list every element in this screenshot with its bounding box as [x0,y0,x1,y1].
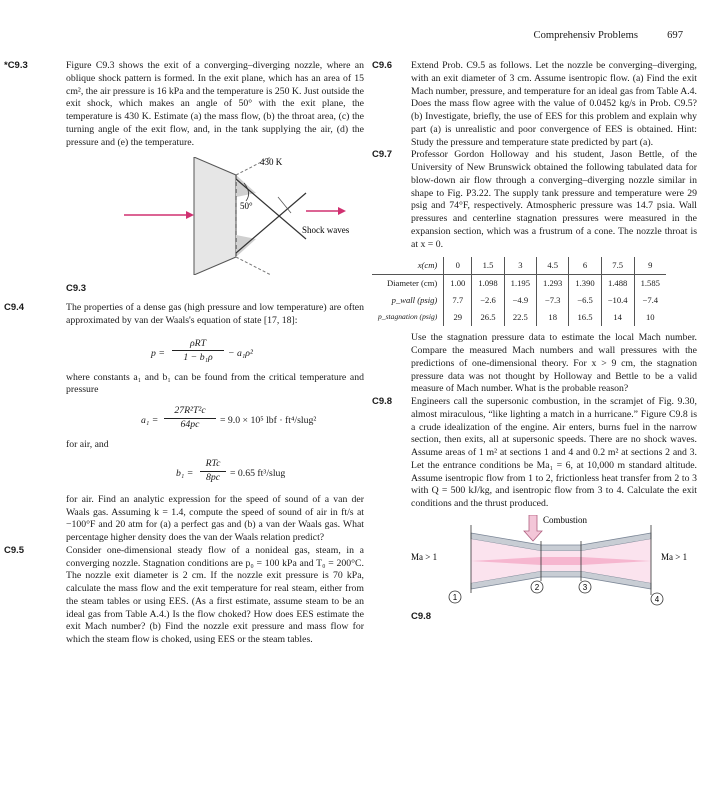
table-cell: −7.4 [634,292,666,309]
combustion-label: Combustion [543,514,588,525]
temperature-label: 430 K [260,157,283,168]
arrowhead-icon [338,207,346,215]
table-row [372,309,666,326]
problem-text: Extend Prob. C9.5 as follows. Let the nozzle be converging–diverging, with an exit diameter of 3 cm. Assume isentropic flow. (a) Find the exit Mach number, pressure, and temperature for an ideal gas from Table A.4. Does the mass flow agree with the value of 0.0452 kg/s in Prob. C9.5? (b) Investigate, briefly, the use of EES for this problem and explain why part (a) is unrealistic and poor convergence of EES is obtained. Hint: Study the pressure and temperature state predicted by part (a). [411,60,697,148]
equation-numerator: RTc [200,458,226,472]
equation-lhs: p = [151,347,165,359]
problem-text: Figure C9.3 shows the exit of a converging–diverging nozzle, where an oblique shock pattern is formed. In the exit plane, which has an area of 15 cm², the air pressure is 16 kPa and the temperature is 250 K. Just outside the exit shock, which makes an angle of 50° with the exit plane, the temperature is 430 K. Estimate (a) the mass flow, (b) the throat area, (c) the turning angle of the exit flow, and, in the tank supplying the air, (d) the pressure and (e) the temperature. [66,60,364,148]
jet-boundary-lower [236,257,271,275]
table-cell: 7.7 [444,292,472,309]
outlet-mach-label: Ma > 1 [661,551,688,562]
problem-text: Engineers call the supersonic combustion, in the scramjet of Fig. 9.30, almost miraculous, “like lighting a match in a hurricane.” Figure C9.8 is a crude idealization of the engine. Air enters, burns fuel in the narrow section, then exits, all at supersonic speeds. There are no shock waves. Assume areas of 1 m² at sections 1 and 4 and 0.2 m² at sections 2 and 3. Let the entrance conditions be Ma₁ = 6, at 10,000 m standard altitude. Assume isentropic flow from 1 to 2, frictionless heat transfer from 2 to 3 with Q = 500 kJ/kg, and isentropic flow from 3 to 4. Calculate the exit conditions and the thrust produced. [411,396,697,509]
table-cell: 3 [504,257,536,275]
problem-text: Professor Gordon Holloway and his student, Jason Bettle, of the University of New Brunswick obtained the following tabulated data for blow-down air flow through a converging–diverging nozzle similar in shape to Fig. P3.22. The supply tank pressure and temperature were 29 psig and 74°F, respectively. Atmospheric pressure was 14.7 psia. Wall pressures and centerline stagnation pressures were measured in the expansion section, which was a frustrum of a cone. The nozzle throat is at x = 0. [411,149,697,250]
angle-label: 50° [240,201,253,212]
table-cell: −4.9 [504,292,536,309]
table-cell: 18 [537,309,569,326]
table-cell: 10 [634,309,666,326]
problem-c9-8 [372,396,698,511]
problem-text-question: for air. Find an analytic expression for the speed of sound of a van der Waals gas. Assuming k = 1.4, compute the speed of sound of air in ft/s at −100°F and 20 atm for (a) a perfect gas and (b) a van der Waals gas. What percentage higher density does the van der Waals relation predict? [66,493,364,543]
arrowhead-icon [186,211,194,219]
equation-numerator: ρRT [172,338,224,352]
equation-van-der-waals [66,338,364,368]
table-cell: 1.5 [472,257,504,275]
equation-lhs: b₁ = [176,467,194,479]
equation-lhs: a₁ = [141,415,159,426]
equation-denominator: 1 − b₁ρ [183,351,213,363]
problem-c9-3 [4,60,364,149]
table-cell: 1.195 [504,275,536,293]
table-cell: 29 [444,309,472,326]
table-cell: 26.5 [472,309,504,326]
table-cell: −7.3 [537,292,569,309]
problem-number: C9.4 [4,302,25,313]
row-label: p_wall (psig) [391,295,438,306]
section-number: 1 [452,592,458,602]
equation-tail: − a₁ρ² [228,347,253,359]
equation-denominator: 64pc [180,419,200,430]
table-cell: 1.293 [537,275,569,293]
problem-number: C9.8 [372,396,393,407]
problem-text-constants: where constants a₁ and b₁ can be found from the critical temperature and pressure [66,371,364,396]
table-row [372,292,666,309]
equation-rhs: = 0.65 ft³/slug [230,467,286,479]
table-cell: 1.098 [472,275,504,293]
problem-number: C9.5 [4,544,25,556]
table-cell: 9 [634,257,666,275]
table-cell: 7.5 [601,257,634,275]
shock-waves-label: Shock waves [302,225,350,236]
problem-number: C9.7 [372,149,393,161]
left-column [4,60,364,647]
problem-c9-4 [4,302,364,545]
table-cell: −6.5 [569,292,601,309]
inlet-mach-label: Ma > 1 [411,551,438,562]
figure-c9-8 [411,515,697,607]
table-row [372,275,666,293]
table-cell: −10.4 [601,292,634,309]
section-number: 3 [582,582,588,592]
problem-c9-6 [372,60,698,149]
nozzle-wall-shape [194,157,236,275]
problem-c9-7 [372,149,698,396]
row-label: p_stagnation (psig) [378,312,438,322]
table-cell: 1.488 [601,275,634,293]
equation-rhs: = 9.0 × 10⁵ lbf · ft⁴/slug² [220,415,317,426]
equation-b1 [66,458,364,488]
problem-number: C9.6 [372,60,393,71]
section-number: 4 [654,594,660,604]
table-cell: 16.5 [569,309,601,326]
combustion-arrow-icon [524,515,542,541]
table-cell: 1.585 [634,275,666,293]
equation-denominator: 8pc [205,471,221,483]
figure-caption: C9.8 [411,610,432,622]
figure-c9-3 [66,157,364,275]
problem-text-followup: Use the stagnation pressure data to estimate the local Mach number. Compare the measured Mach numbers and wall pressures with the predictions of one-dimensional theory. For x > 9 cm, the stagnation pressure data was not thought by Holloway and Bettle to be a valid measure of Mach number. What is the probable reason? [411,332,697,395]
label-leader-line [278,197,291,213]
nozzle-data-table [372,257,666,326]
page-number: 697 [667,30,683,41]
row-label: Diameter (cm) [386,278,438,289]
problem-text-intro: The properties of a dense gas (high pressure and low temperature) are often approximated by van der Waals's equation of state [17, 18]: [66,302,364,326]
problem-c9-5 [4,544,364,647]
table-cell: 6 [569,257,601,275]
scramjet-diagram [411,515,697,607]
figure-caption: C9.3 [66,283,87,295]
section-number: 2 [534,582,540,592]
table-row [372,257,666,275]
equation-a1 [66,405,364,435]
running-title: Comprehensiv Problems [533,30,638,41]
problem-text: Consider one-dimensional steady flow of a nonideal gas, steam, in a converging nozzle. Stagnation conditions are p₀ = 100 kPa and T₀ = 200°C. The nozzle exit diameter is 2 cm. If the nozzle exit pressure is 70 kPa, calculate the mass flow and the exit temperature for real steam, either from the steam tables or using EES. (As a first estimate, assume steam to be an ideal gas from Table A.4.) Is the flow choked? How does EES estimate the exit Mach number? (b) Find the nozzle exit pressure and mass flow for which the steam flow is choked, using EES or the steam tables. [66,544,364,645]
running-header [0,30,705,44]
table-cell: 0 [444,257,472,275]
table-cell: 22.5 [504,309,536,326]
table-cell: 1.390 [569,275,601,293]
nozzle-shock-diagram [66,157,364,275]
row-label: x(cm) [372,257,444,275]
table-cell: 14 [601,309,634,326]
table-cell: 4.5 [537,257,569,275]
problem-text-for-air: for air, and [66,439,109,450]
problem-number: *C9.3 [4,60,28,71]
table-cell: 1.00 [444,275,472,293]
table-cell: −2.6 [472,292,504,309]
right-column [372,60,698,624]
equation-numerator: 27R²T²c [164,405,216,419]
